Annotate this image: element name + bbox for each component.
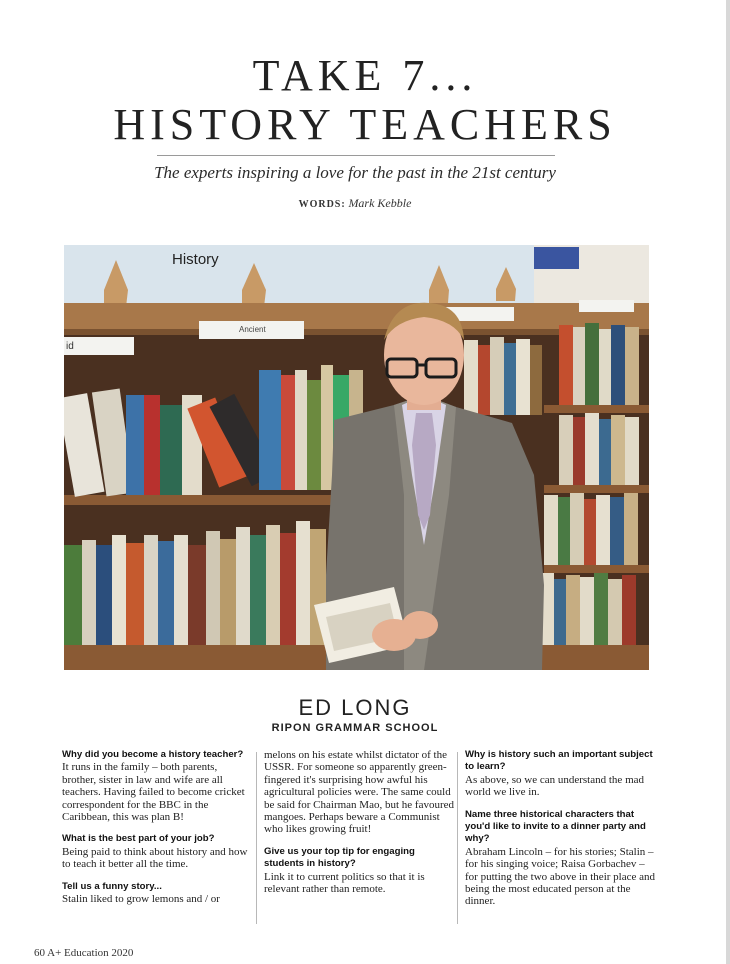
- headline-line-1: TAKE 7...: [252, 51, 478, 100]
- teacher-name: ED LONG: [298, 695, 412, 720]
- byline: [0, 196, 710, 211]
- column-divider: [457, 752, 458, 924]
- question: Tell us a funny story...: [62, 880, 162, 892]
- standfirst: The experts inspiring a love for the past in the 21st century: [154, 163, 556, 182]
- teacher-photo: [64, 245, 649, 670]
- question: Why did you become a history teacher?: [62, 749, 244, 760]
- byline-label: WORDS:: [298, 199, 346, 210]
- answer: It runs in the family – both parents, brother, sister in law and wife are all teachers. Having failed to become cricket correspondent for the BBC in the Caribbean, this was plan B!: [62, 761, 245, 824]
- question: What is the best part of your job?: [62, 833, 215, 845]
- answer: As above, so we can understand the mad world we live in.: [465, 773, 645, 799]
- answer: Being paid to think about history and how to teach it better all the time.: [62, 845, 248, 871]
- question: Name three historical characters that you'd like to invite to a dinner party and why?: [465, 808, 646, 845]
- question: Give us your top tip for engaging students in history?: [264, 845, 415, 870]
- shelf-label-id: id: [66, 341, 74, 352]
- answer: Abraham Lincoln – for his stories; Stalin – for his singing voice; Raisa Gorbachev – for putting the two above in their place and being the most educated person at the dinner.: [465, 845, 655, 908]
- school-name: RIPON GRAMMAR SCHOOL: [271, 722, 439, 734]
- shelf-label-ancient: Ancient: [239, 325, 266, 334]
- answer: Stalin liked to grow lemons and / or: [62, 893, 220, 906]
- question: Why is history such an important subject to learn?: [465, 749, 653, 773]
- library-scene-illustration: [64, 245, 649, 670]
- column-divider: [256, 752, 257, 924]
- byline-author: Mark Kebble: [348, 196, 412, 210]
- headline-rule: [157, 155, 555, 156]
- column-3: [465, 749, 655, 918]
- sign-history: History: [172, 251, 219, 268]
- page-folio: 60 A+ Education 2020: [34, 947, 134, 959]
- column-1: [62, 749, 252, 915]
- headline-line-2: HISTORY TEACHERS: [113, 100, 617, 149]
- answer: melons on his estate whilst dictator of the USSR. For someone so apparently green-fingered it's surprising how awful his agricultural policies were. The same could be said for Chairman Mao, but he favoured mangoes. Perhaps beware a Communist who likes growing fruit!: [264, 749, 454, 836]
- answer: Link it to current politics so that it is relevant rather than remote.: [264, 870, 425, 896]
- column-2: [264, 749, 454, 905]
